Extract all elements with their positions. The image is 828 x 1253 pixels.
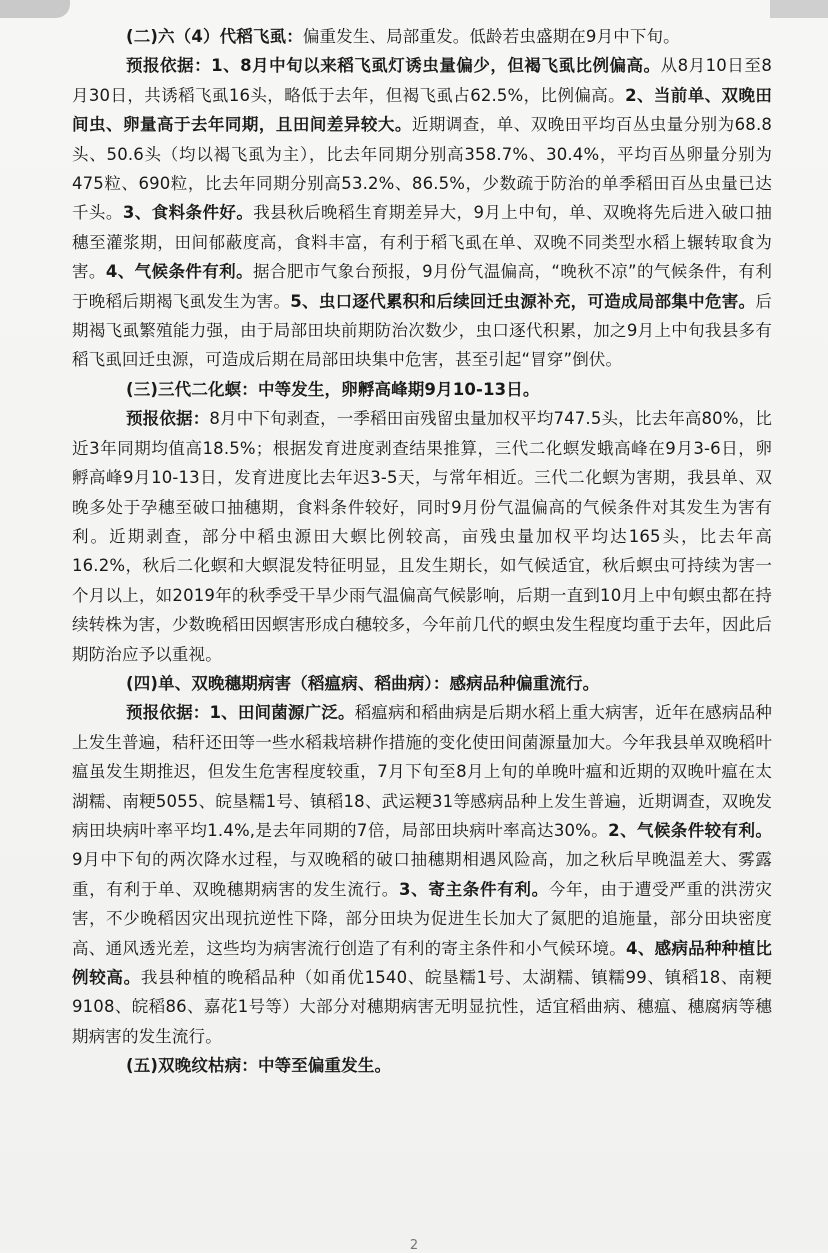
section-heading: (四)单、双晚穗期病害（稻瘟病、稻曲病）：感病品种偏重流行。 xyxy=(126,673,600,693)
forecast-basis-paragraph: 预报依据：1、田间菌源广泛。稻瘟病和稻曲病是后期水稻上重大病害，近年在感病品种上发生普遍，秸秆还田等一些水稻栽培耕作措施的变化使田间菌源量加大。今年我县单双晚稻叶瘟虽发生期推迟，但发生危害程度较重，7月下旬至8月上旬的单晚叶瘟和近期的双晚叶瘟在太湖糯、南粳5055、皖垦糯1号、镇稻18、武运粳31等感病品种上发生普遍，近期调查，双晚发病田块病叶率平均1.4%,是去年同期的7倍，局部田块病叶率高达30%。2、气候条件较有利。9月中下旬的两次降水过程，与双晚稻的破口抽穗期相遇风险高，加之秋后早晚温差大、雾露重，有利于单、双晚穗期病害的发生流行。3、寄主条件有利。今年，由于遭受严重的洪涝灾害，不少晚稻因灾出现抗逆性下降，部分田块为促进生长加大了氮肥的追施量，部分田块密度高、通风透光差，这些均为病害流行创造了有利的寄主条件和小气候环境。4、感病品种种植比例较高。我县种植的晚稻品种（如甬优1540、皖垦糯1号、太湖糯、镇糯99、镇稻18、南粳9108、皖稻86、嘉花1号等）大部分对穗期病害无明显抗性，适宜稻曲病、穗瘟、穗腐病等穗期病害的发生流行。 xyxy=(72,703,773,1046)
page-number: 2 xyxy=(409,1238,419,1253)
document-body xyxy=(72,22,772,1081)
phone-corner-artifact-left xyxy=(0,0,70,18)
section-heading: (三)三代二化螟：中等发生，卵孵高峰期9月10-13日。 xyxy=(126,379,540,399)
forecast-basis-paragraph: 预报依据：1、8月中旬以来稻飞虱灯诱虫量偏少，但褐飞虱比例偏高。从8月10日至8月30日，共诱稻飞虱16头，略低于去年，但褐飞虱占62.5%，比例偏高。2、当前单、双晚田间虫、卵量高于去年同期，且田间差异较大。近期调查，单、双晚田平均百丛虫量分别为68.8头、50.6头（均以褐飞虱为主），比去年同期分别高358.7%、30.4%，平均百丛卵量分别为475粒、690粒，比去年同期分别高53.2%、86.5%，少数疏于防治的单季稻田百丛虫量已达千头。3、食料条件好。我县秋后晚稻生育期差异大，9月上中旬，单、双晚将先后进入破口抽穗至灌浆期，田间郁蔽度高，食料丰富，有利于稻飞虱在单、双晚不同类型水稻上辗转取食为害。4、气候条件有利。据合肥市气象台预报，9月份气温偏高，“晚秋不凉”的气候条件，有利于晚稻后期褐飞虱发生为害。5、虫口逐代累积和后续回迁虫源补充，可造成局部集中危害。后期褐飞虱繁殖能力强，由于局部田块前期防治次数少，虫口逐代积累，加之9月上中旬我县多有稻飞虱回迁虫源，可造成后期在局部田块集中危害，甚至引起“冒穿”倒伏。 xyxy=(72,56,772,370)
section-heading: (二)六（4）代稻飞虱：偏重发生、局部重发。低龄若虫盛期在9月中下旬。 xyxy=(126,27,680,46)
forecast-basis-paragraph: 预报依据：8月中下旬剥查，一季稻田亩残留虫量加权平均747.5头，比去年高80%，比近3年同期均值高18.5%；根据发育进度剥查结果推算，三代二化螟发蛾高峰在9月3-6日，卵孵高峰9月10-13日，发育进度比去年迟3-5天，与常年相近。三代二化螟为害期，我县单、双晚多处于孕穗至破口抽穗期，食料条件较好，同时9月份气温偏高的气候条件对其发生为害有利。近期剥查，部分中稻虫源田大螟比例较高，亩残虫量加权平均达165头，比去年高16.2%，秋后二化螟和大螟混发特征明显，且发生期长，如气候适宜，秋后螟虫可持续为害一个月以上，如2019年的秋季受干旱少雨气温偏高气候影响，后期一直到10月上中旬螟虫都在持续转株为害，少数晚稻田因螟害形成白穗较多，今年前几代的螟虫发生程度均重于去年，因此后期防治应予以重视。 xyxy=(72,409,773,664)
section-heading: (五)双晚纹枯病：中等至偏重发生。 xyxy=(126,1056,392,1076)
phone-corner-artifact-right xyxy=(770,0,828,18)
